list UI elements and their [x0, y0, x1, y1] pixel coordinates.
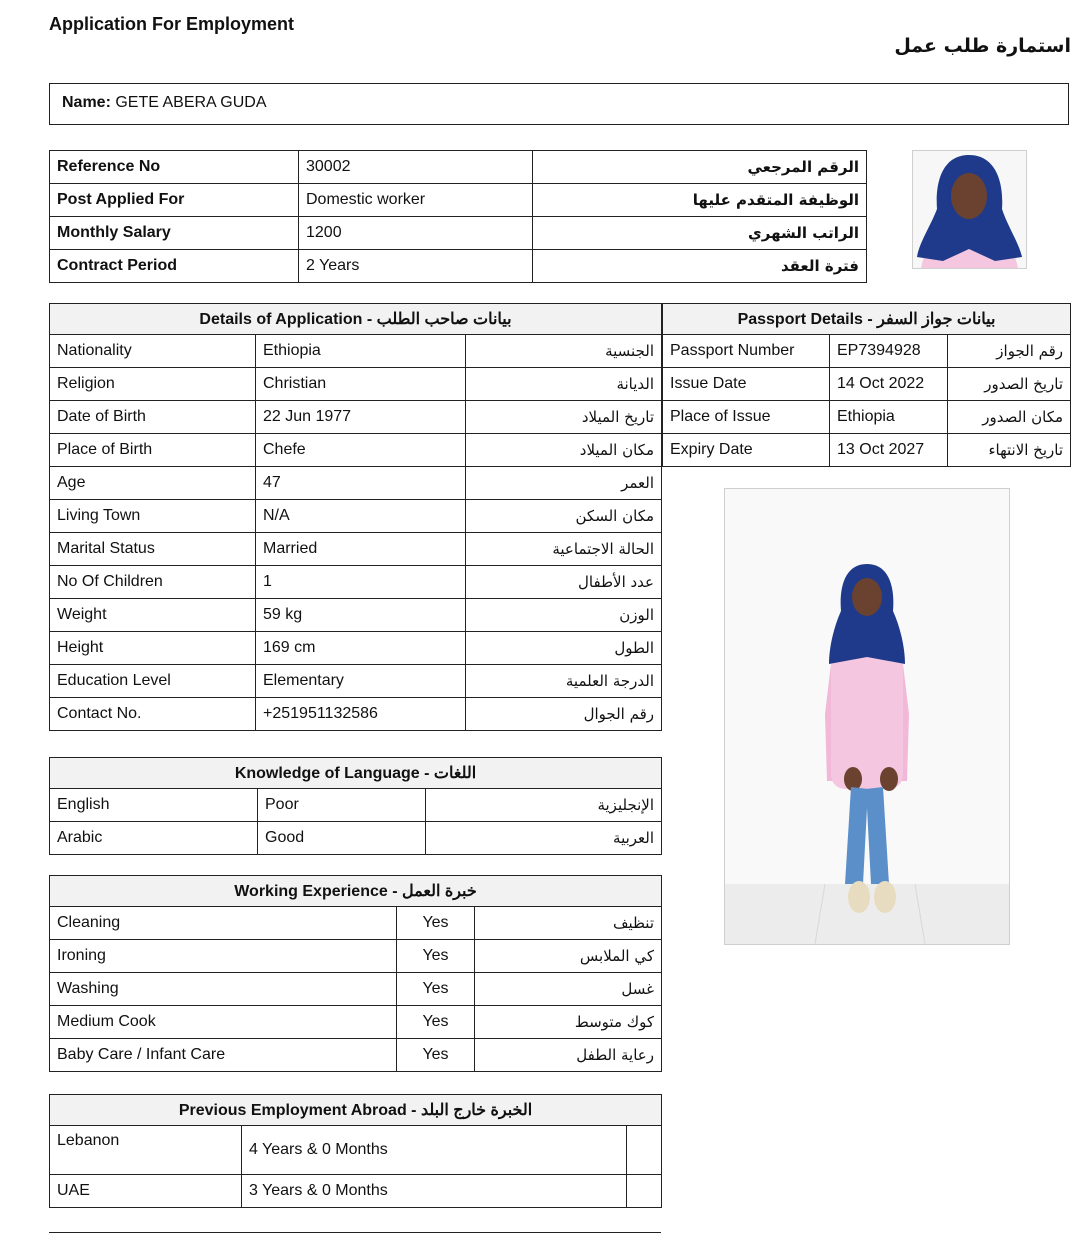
abroad-duration: 3 Years & 0 Months: [242, 1175, 627, 1208]
details-label-arabic: الوزن: [466, 599, 662, 632]
summary-label: Reference No: [50, 151, 299, 184]
passport-label-arabic: مكان الصدور: [948, 401, 1071, 434]
table-row: [50, 1175, 662, 1208]
details-value: Married: [256, 533, 466, 566]
table-row: [50, 822, 662, 855]
passport-label: Issue Date: [663, 368, 830, 401]
summary-label: Post Applied For: [50, 184, 299, 217]
language-level: Good: [258, 822, 426, 855]
experience-skill: Medium Cook: [50, 1006, 397, 1039]
passport-label: Place of Issue: [663, 401, 830, 434]
details-value: 1: [256, 566, 466, 599]
portrait-photo: [912, 150, 1027, 269]
experience-value: Yes: [397, 973, 475, 1006]
details-label: Nationality: [50, 335, 256, 368]
summary-table: [49, 150, 867, 283]
details-label: Weight: [50, 599, 256, 632]
details-label-arabic: الطول: [466, 632, 662, 665]
table-row: [50, 1126, 662, 1175]
table-row: [50, 335, 662, 368]
table-row: [50, 184, 867, 217]
details-label-arabic: تاريخ الميلاد: [466, 401, 662, 434]
details-label: Education Level: [50, 665, 256, 698]
experience-table: [49, 875, 662, 1072]
details-label: Religion: [50, 368, 256, 401]
abroad-duration: 4 Years & 0 Months: [242, 1126, 627, 1175]
experience-skill: Baby Care / Infant Care: [50, 1039, 397, 1072]
details-label: Height: [50, 632, 256, 665]
experience-skill: Washing: [50, 973, 397, 1006]
table-row: [50, 907, 662, 940]
details-value: 22 Jun 1977: [256, 401, 466, 434]
table-row: [50, 434, 662, 467]
experience-skill-arabic: غسل: [475, 973, 662, 1006]
passport-header-row: [663, 304, 1071, 335]
summary-label-arabic: فترة العقد: [533, 250, 867, 283]
table-row: [50, 1006, 662, 1039]
details-value: Ethiopia: [256, 335, 466, 368]
language-header-row: [50, 758, 662, 789]
abroad-header-row: [50, 1095, 662, 1126]
language-name: English: [50, 789, 258, 822]
summary-label-arabic: الراتب الشهري: [533, 217, 867, 250]
passport-label: Passport Number: [663, 335, 830, 368]
table-row: [50, 467, 662, 500]
portrait-illustration: [913, 151, 1026, 268]
details-value: Elementary: [256, 665, 466, 698]
table-row: [50, 368, 662, 401]
name-box: [49, 83, 1069, 125]
table-row: [50, 217, 867, 250]
experience-skill-arabic: تنظيف: [475, 907, 662, 940]
experience-skill-arabic: كي الملابس: [475, 940, 662, 973]
details-label-arabic: الديانة: [466, 368, 662, 401]
table-row: [50, 789, 662, 822]
passport-label-arabic: تاريخ الصدور: [948, 368, 1071, 401]
details-label-arabic: الدرجة العلمية: [466, 665, 662, 698]
details-label-arabic: عدد الأطفال: [466, 566, 662, 599]
experience-skill-arabic: كوك متوسط: [475, 1006, 662, 1039]
language-name: Arabic: [50, 822, 258, 855]
experience-value: Yes: [397, 1006, 475, 1039]
abroad-header: Previous Employment Abroad - الخبرة خارج البلد: [50, 1095, 662, 1126]
experience-header-row: [50, 876, 662, 907]
bottom-divider: [49, 1232, 661, 1233]
summary-value: 2 Years: [299, 250, 533, 283]
table-row: [50, 1039, 662, 1072]
details-label-arabic: العمر: [466, 467, 662, 500]
experience-value: Yes: [397, 907, 475, 940]
details-value: 59 kg: [256, 599, 466, 632]
passport-value: Ethiopia: [830, 401, 948, 434]
language-name-arabic: الإنجليزية: [426, 789, 662, 822]
table-row: [50, 401, 662, 434]
experience-header: Working Experience - خبرة العمل: [50, 876, 662, 907]
details-header-row: [50, 304, 662, 335]
experience-value: Yes: [397, 1039, 475, 1072]
abroad-empty-cell: [627, 1126, 662, 1175]
passport-header: Passport Details - بيانات جواز السفر: [663, 304, 1071, 335]
details-label: Contact No.: [50, 698, 256, 731]
summary-value: Domestic worker: [299, 184, 533, 217]
table-row: [50, 973, 662, 1006]
table-row: [50, 632, 662, 665]
name-value: GETE ABERA GUDA: [115, 94, 267, 111]
full-body-photo: [724, 488, 1010, 945]
summary-label: Contract Period: [50, 250, 299, 283]
passport-value: 13 Oct 2027: [830, 434, 948, 467]
details-value: Chefe: [256, 434, 466, 467]
details-label: Date of Birth: [50, 401, 256, 434]
summary-value: 1200: [299, 217, 533, 250]
table-row: [50, 599, 662, 632]
details-table: [49, 303, 662, 731]
details-label: No Of Children: [50, 566, 256, 599]
document-title-arabic: استمارة طلب عمل: [894, 35, 1071, 57]
abroad-country: UAE: [50, 1175, 242, 1208]
document-title: Application For Employment: [49, 14, 295, 34]
language-table: [49, 757, 662, 855]
details-header: Details of Application - بيانات صاحب الطلب: [50, 304, 662, 335]
abroad-table: [49, 1094, 662, 1208]
details-value: N/A: [256, 500, 466, 533]
details-value: +251951132586: [256, 698, 466, 731]
table-row: [50, 533, 662, 566]
abroad-empty-cell: [627, 1175, 662, 1208]
table-row: [50, 665, 662, 698]
table-row: [50, 566, 662, 599]
summary-label-arabic: الرقم المرجعي: [533, 151, 867, 184]
table-row: [663, 434, 1071, 467]
details-label: Age: [50, 467, 256, 500]
summary-value: 30002: [299, 151, 533, 184]
table-row: [50, 500, 662, 533]
details-value: Christian: [256, 368, 466, 401]
details-label-arabic: الجنسية: [466, 335, 662, 368]
details-value: 47: [256, 467, 466, 500]
table-row: [50, 250, 867, 283]
full-body-illustration: [725, 489, 1009, 944]
experience-value: Yes: [397, 940, 475, 973]
abroad-country: Lebanon: [50, 1126, 242, 1175]
passport-label: Expiry Date: [663, 434, 830, 467]
details-label-arabic: رقم الجوال: [466, 698, 662, 731]
passport-value: 14 Oct 2022: [830, 368, 948, 401]
experience-skill-arabic: رعاية الطفل: [475, 1039, 662, 1072]
details-label: Marital Status: [50, 533, 256, 566]
table-row: [50, 151, 867, 184]
table-row: [50, 940, 662, 973]
summary-label: Monthly Salary: [50, 217, 299, 250]
details-label-arabic: الحالة الاجتماعية: [466, 533, 662, 566]
language-level: Poor: [258, 789, 426, 822]
details-label: Living Town: [50, 500, 256, 533]
table-row: [663, 401, 1071, 434]
details-label: Place of Birth: [50, 434, 256, 467]
table-row: [50, 698, 662, 731]
passport-label-arabic: تاريخ الانتهاء: [948, 434, 1071, 467]
details-label-arabic: مكان السكن: [466, 500, 662, 533]
language-name-arabic: العربية: [426, 822, 662, 855]
experience-skill: Cleaning: [50, 907, 397, 940]
summary-label-arabic: الوظيفة المتقدم عليها: [533, 184, 867, 217]
details-value: 169 cm: [256, 632, 466, 665]
table-row: [663, 335, 1071, 368]
experience-skill: Ironing: [50, 940, 397, 973]
passport-label-arabic: رقم الجواز: [948, 335, 1071, 368]
details-label-arabic: مكان الميلاد: [466, 434, 662, 467]
table-row: [663, 368, 1071, 401]
passport-value: EP7394928: [830, 335, 948, 368]
passport-table: [662, 303, 1071, 467]
name-label: Name:: [62, 94, 111, 111]
language-header: Knowledge of Language - اللغات: [50, 758, 662, 789]
